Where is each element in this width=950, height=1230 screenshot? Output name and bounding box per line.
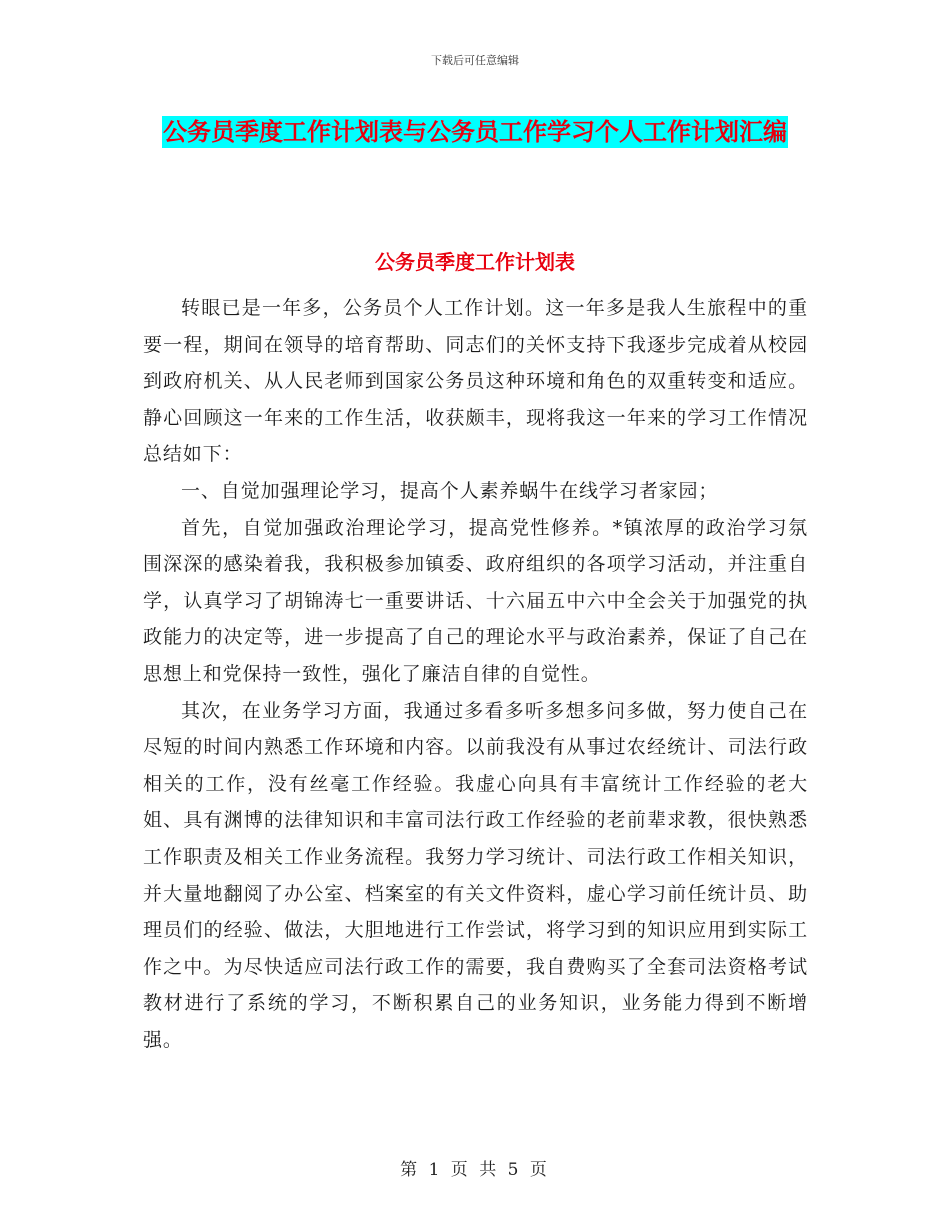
document-body bbox=[143, 290, 808, 1058]
page-number-footer: 第 1 页 共 5 页 bbox=[400, 1160, 550, 1180]
paragraph: 首先，自觉加强政治理论学习，提高党性修养。*镇浓厚的政治学习氛围深深的感染着我，我积极参加镇委、政府组织的各项学习活动，并注重自学，认真学习了胡锦涛七一重要讲话、十六届五中六中全会关于加强党的执政能力的决定等，进一步提高了自己的理论水平与政治素养，保证了自己在思想上和党保持一致性，强化了廉洁自律的自觉性。 bbox=[143, 516, 808, 685]
paragraph: 其次，在业务学习方面，我通过多看多听多想多问多做，努力使自己在尽短的时间内熟悉工作环境和内容。以前我没有从事过农经统计、司法行政相关的工作，没有丝毫工作经验。我虚心向具有丰富统计工作经验的老大姐、具有渊博的法律知识和丰富司法行政工作经验的老前辈求教，很快熟悉工作职责及相关工作业务流程。我努力学习统计、司法行政工作相关知识，并大量地翻阅了办公室、档案室的有关文件资料，虚心学习前任统计员、助理员们的经验、做法，大胆地进行工作尝试，将学习到的知识应用到实际工作之中。为尽快适应司法行政工作的需要，我自费购买了全套司法资格考试教材进行了系统的学习，不断积累自己的业务知识，业务能力得到不断增强。 bbox=[143, 699, 808, 1051]
document-title-text: 公务员季度工作计划表与公务员工作学习个人工作计划汇编 bbox=[163, 118, 787, 146]
paragraph: 转眼已是一年多，公务员个人工作计划。这一年多是我人生旅程中的重要一程，期间在领导的培育帮助、同志们的关怀支持下我逐步完成着从校园到政府机关、从人民老师到国家公务员这种环境和角色的双重转变和适应。静心回顾这一年来的工作生活，收获颇丰，现将我这一年来的学习工作情况总结如下： bbox=[143, 297, 808, 466]
paragraph: 一、自觉加强理论学习，提高个人素养蜗牛在线学习者家园； bbox=[181, 479, 719, 502]
page-header-note: 下载后可任意编辑 bbox=[431, 54, 519, 67]
document-title bbox=[140, 106, 810, 158]
section-title: 公务员季度工作计划表 bbox=[375, 250, 575, 274]
